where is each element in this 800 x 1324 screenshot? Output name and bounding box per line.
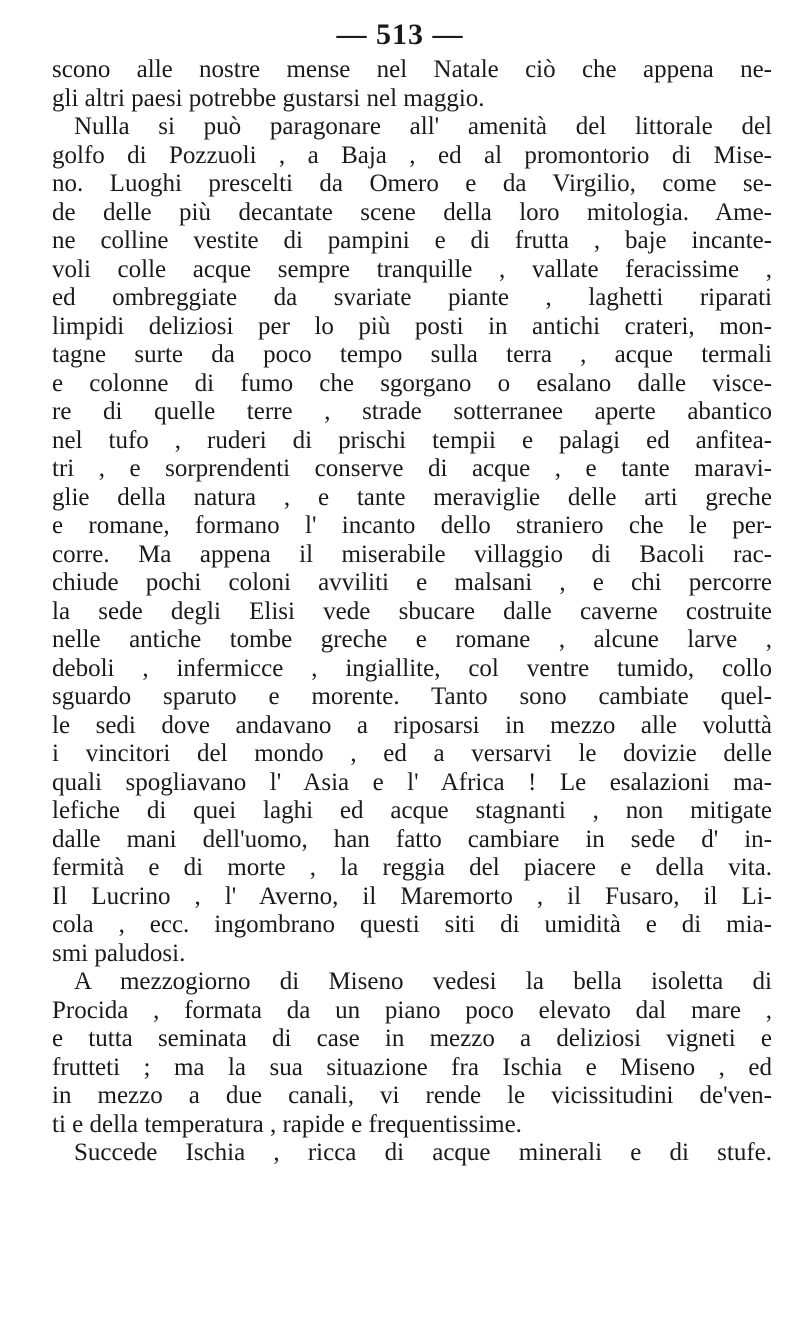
text-line: la sede degli Elisi vede sbucare dalle caverne costruite: [52, 597, 772, 625]
text-line: re di quelle terre , strade sotterranee aperte abantico: [52, 398, 772, 425]
text-line: ne colline vestite di pampini e di frutta , baje incante-: [52, 227, 772, 254]
text-line: glie della natura , e tante meraviglie delle arti greche: [52, 483, 772, 511]
text-line: le sedi dove andavano a riposarsi in mezzo alle voluttà: [52, 711, 772, 739]
text-line: cola , ecc. ingombrano questi siti di umidità e di mia-: [52, 911, 772, 938]
text-line: fermità e di morte , la reggia del piacere e della vita.: [52, 854, 772, 881]
text-line: in mezzo a due canali, vi rende le vicissitudini de'ven-: [52, 1082, 772, 1109]
text-line: nelle antiche tombe greche e romane , alcune larve ,: [52, 626, 772, 653]
text-line: nel tufo , ruderi di prischi tempii e palagi ed anfitea-: [52, 426, 772, 454]
page-number-header: — 513 —: [336, 18, 464, 51]
text-line: Procida , formata da un piano poco elevato dal mare ,: [52, 996, 772, 1024]
text-line: deboli , infermicce , ingiallite, col ventre tumido, collo: [52, 654, 772, 682]
text-line: gli altri paesi potrebbe gustarsi nel maggio.: [52, 84, 485, 112]
text-line: no. Luoghi prescelti da Omero e da Virgilio, come se-: [52, 170, 772, 197]
text-line: tri , e sorprendenti conserve di acque , e tante maravi-: [52, 455, 772, 482]
text-line: e romane, formano l' incanto dello straniero che le per-: [52, 512, 772, 539]
text-line: chiude pochi coloni avviliti e malsani , e chi percorre: [52, 569, 772, 596]
text-line: tagne surte da poco tempo sulla terra , acque termali: [52, 341, 772, 368]
text-line: Succede Ischia , ricca di acque minerali e di stufe.: [74, 1139, 772, 1166]
text-line: i vincitori del mondo , ed a versarvi le dovizie delle: [52, 740, 772, 767]
text-line: dalle mani dell'uomo, han fatto cambiare in sede d' in-: [52, 825, 772, 853]
text-line: quali spogliavano l' Asia e l' Africa ! Le esalazioni ma-: [52, 768, 772, 796]
text-line: A mezzogiorno di Miseno vedesi la bella isoletta di: [74, 968, 772, 995]
text-line: lefiche di quei laghi ed acque stagnanti , non mitigate: [52, 797, 772, 824]
text-line: sguardo sparuto e morente. Tanto sono cambiate quel-: [52, 683, 772, 710]
text-line: golfo di Pozzuoli , a Baja , ed al promontorio di Mise-: [52, 141, 772, 169]
text-line: smi paludosi.: [52, 939, 186, 967]
text-line: e colonne di fumo che sgorgano o esalano dalle visce-: [52, 369, 772, 397]
text-line: corre. Ma appena il miserabile villaggio di Bacoli rac-: [52, 540, 772, 568]
text-line: voli colle acque sempre tranquille , vallate feracissime ,: [52, 255, 772, 283]
text-line: frutteti ; ma la sua situazione fra Ischia e Miseno , ed: [52, 1053, 772, 1081]
page-body-text: [52, 56, 772, 1168]
text-line: scono alle nostre mense nel Natale ciò che appena ne-: [52, 56, 772, 83]
text-line: Nulla si può paragonare all' amenità del littorale del: [74, 113, 772, 140]
text-line: e tutta seminata di case in mezzo a deliziosi vigneti e: [52, 1025, 772, 1052]
text-line: de delle più decantate scene della loro mitologia. Ame-: [52, 198, 772, 226]
text-line: ti e della temperatura , rapide e frequentissime.: [52, 1110, 522, 1138]
text-line: limpidi deliziosi per lo più posti in antichi crateri, mon-: [52, 312, 772, 340]
text-line: Il Lucrino , l' Averno, il Maremorto , il Fusaro, il Li-: [52, 882, 772, 910]
text-line: ed ombreggiate da svariate piante , laghetti riparati: [52, 284, 772, 311]
